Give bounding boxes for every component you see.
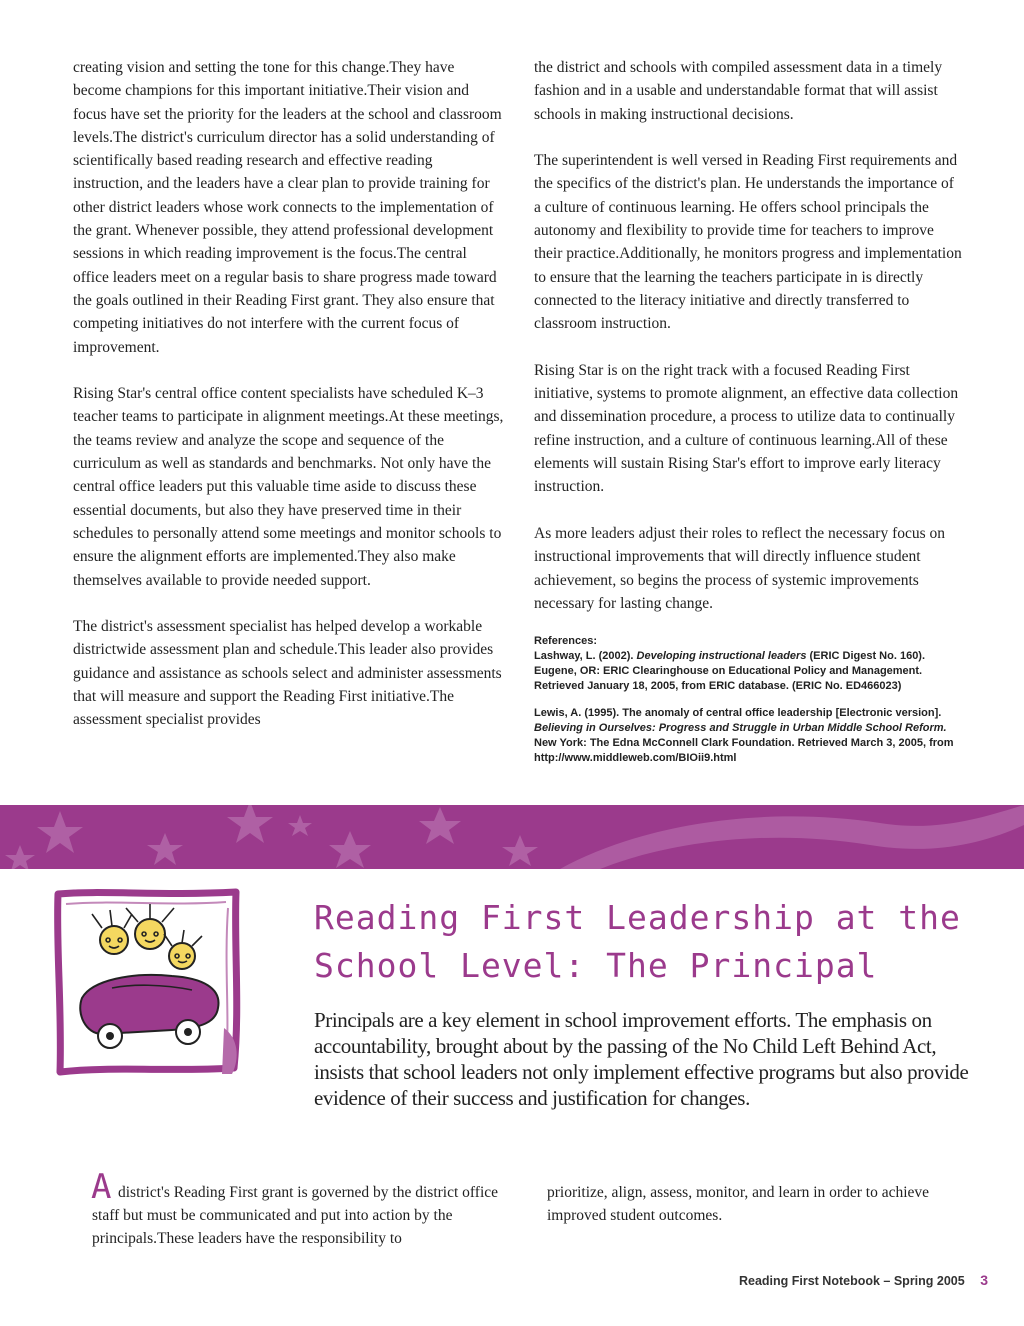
left-paragraph-1: creating vision and setting the tone for this change.They have become champions for this important initiative.Their vision and focus have set the priority for the leaders at the school and classroom levels.The district's curriculum director has a solid understanding of scientifically based reading research and effective reading instruction, and the leaders have a clear plan to provide training for other district leaders whose work connects to the implementation of the grant. Whenever possible, they attend professional development sessions in which reading improvement is the focus.The central office leaders meet on a regular basis to share progress made toward the goals outlined in their Reading First grant. They also ensure that competing initiatives do not interfere with the current focus of improvement. xyxy=(73,59,502,356)
reference-lewis-title: Believing in Ourselves: Progress and Struggle in Urban Middle School Reform. xyxy=(534,722,947,735)
reference-lewis-details: New York: The Edna McConnell Clark Foundation. Retrieved March 3, 2005, from http://www.middleweb.com/BIOii9.html xyxy=(534,737,954,765)
right-paragraph-2: The superintendent is well versed in Reading First requirements and the specifics of the district's plan. He understands the importance of a culture of continuous learning. He offers school principals the autonomy and flexibility to provide time for teachers to improve their practice.Additionally, he monitors progress and implementation to ensure that the learning the teachers participate in is directly connected to the literacy initiative and directly transferred to classroom instruction. xyxy=(534,152,962,333)
right-column xyxy=(534,56,964,778)
left-paragraph-2: Rising Star's central office content specialists have scheduled K–3 teacher teams to participate in alignment meetings.At these meetings, the teams review and analyze the scope and sequence of the curriculum as well as standards and benchmarks. Not only have the central office leaders put this valuable time aside to discuss these essential documents, but also they have preserved time in their schedules to personally attend some meetings and monitor schools to ensure the alignment efforts are implemented.They also make themselves available to provide needed support. xyxy=(73,385,504,589)
page-footer xyxy=(600,1272,988,1288)
publication-title: Reading First Notebook – Spring 2005 xyxy=(738,1274,965,1288)
star-banner xyxy=(0,805,1024,869)
drop-cap: A xyxy=(91,1167,112,1207)
reference-lashway-details: (ERIC Digest No. 160). Eugene, OR: ERIC Clearinghouse on Educational Policy and Management. Retrieved January 18, 2005, from ERIC database. (ERIC No. ED466023) xyxy=(534,650,926,693)
reference-lewis xyxy=(534,706,964,766)
right-paragraph-3: Rising Star is on the right track with a focused Reading First initiative, systems to promote alignment, an effective data collection and dissemination procedure, a process to utilize data to continually refine instruction, and a culture of continuous learning.All of these elements will sustain Rising Star's effort to improve early literacy instruction. xyxy=(534,361,959,496)
left-paragraph-3: The district's assessment specialist has helped develop a workable districtwide assessment plan and schedule.This leader also provides guidance and assistance as schools select and administer assessments that will measure and support the Reading First initiative.The assessment specialist provides xyxy=(73,618,502,729)
references-heading: References: xyxy=(534,635,597,648)
section-body-left-text: district's Reading First grant is governed by the district office staff but must be communicated and put into action by the principals.These leaders have the responsibility to xyxy=(92,1184,499,1247)
reference-lewis-author: Lewis, A. (1995). The anomaly of central office leadership [Electronic version]. xyxy=(534,707,942,720)
section-title: Reading First Leadership at the School Level: The Principal xyxy=(314,898,961,985)
reference-lashway-author: Lashway, L. (2002). xyxy=(534,650,637,663)
page-number: 3 xyxy=(980,1272,988,1288)
section-intro: Principals are a key element in school improvement efforts. The emphasis on accountability, brought about by the passing of the No Child Left Behind Act, insists that school leaders not only implement effective programs but also provide evidence of their success and justification for changes. xyxy=(314,1008,969,1110)
section-body-left xyxy=(92,1181,512,1250)
left-column xyxy=(73,56,505,755)
right-paragraph-1: the district and schools with compiled assessment data in a timely fashion and in a usable and understandable format that will assist schools in making instructional decisions. xyxy=(534,59,943,123)
reference-lashway xyxy=(534,649,964,694)
reference-lashway-title: Developing instructional leaders xyxy=(636,650,807,663)
kids-in-car-illustration xyxy=(52,888,244,1078)
right-paragraph-4: As more leaders adjust their roles to reflect the necessary focus on instructional improvements that will directly influence student achievement, so begins the process of systemic improvements necessary for lasting change. xyxy=(534,524,946,612)
references xyxy=(534,634,964,766)
section-body-right: prioritize, align, assess, monitor, and learn in order to achieve improved student outcomes. xyxy=(547,1184,930,1224)
